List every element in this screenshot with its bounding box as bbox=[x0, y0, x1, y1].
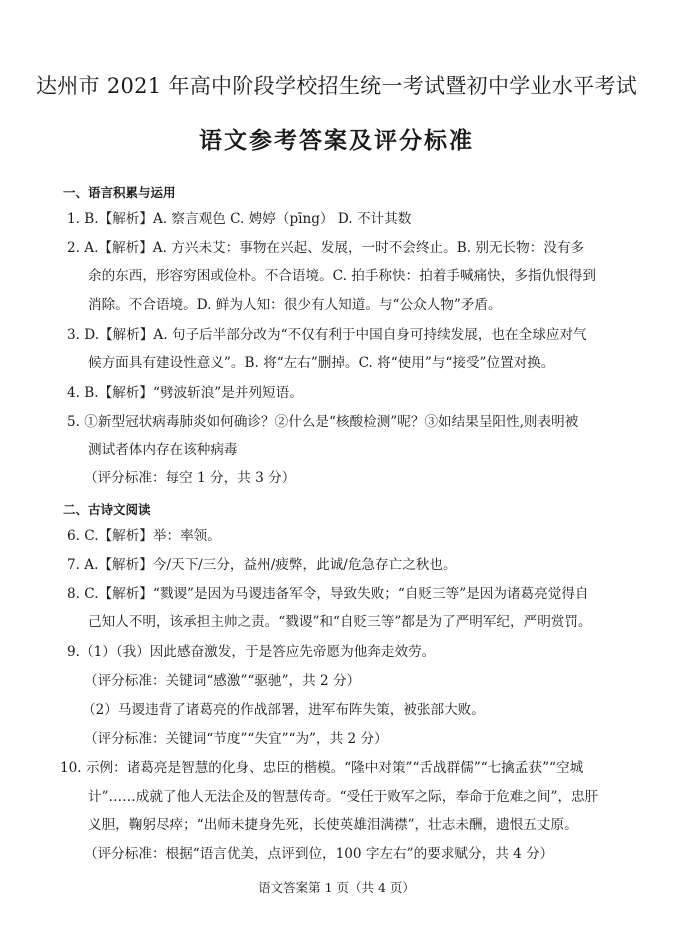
answer-q2-line3: 消除。不合语境。D. 鲜为人知：很少有人知道。与“公众人物”矛盾。 bbox=[88, 297, 502, 313]
answer-q5-scoring: （评分标准：每空 1 分，共 3 分） bbox=[84, 470, 296, 486]
answer-q8-line2: 己知人不明，该承担主帅之责。“戮谡”和“自贬三等”都是为了严明军纪，严明赏罚。 bbox=[88, 614, 592, 630]
page-footer: 语文答案第 1 页（共 4 页） bbox=[258, 880, 415, 895]
section-heading-language: 一、语言积累与运用 bbox=[63, 185, 176, 200]
document-title: 达州市 2021 年高中阶段学校招生统一考试暨初中学业水平考试 bbox=[35, 74, 638, 98]
answer-q9-part1: 9.（1）（我）因此感奋激发，于是答应先帝愿为他奔走效劳。 bbox=[67, 644, 436, 660]
answer-q9-part2: （2）马谡违背了诸葛亮的作战部署，进军布阵失策，被张部大败。 bbox=[82, 702, 485, 718]
answer-q5-line1: 5. ①新型冠状病毒肺炎如何确诊？②什么是“核酸检测”呢？③如结果呈阳性,则表明被 bbox=[67, 414, 579, 430]
section-heading-classical: 二、古诗文阅读 bbox=[63, 502, 151, 517]
answer-q10-scoring: （评分标准：根据“语言优美，点评到位，100 字左右”的要求赋分，共 4 分） bbox=[84, 846, 554, 862]
answer-q3-line2: 候方面具有建设性意义”。B. 将“左右”删掉。C. 将“使用”与“接受”位置对换。 bbox=[88, 355, 555, 371]
answer-q10-line3: 义胆，鞠躬尽瘁；“出师未捷身先死，长使英雄泪满襟”，壮志未酬，遗恨五丈原。 bbox=[88, 817, 578, 833]
answer-q4: 4. B.【解析】“劈波斩浪”是并列短语。 bbox=[67, 385, 303, 401]
answer-q9-scoring1: （评分标准：关键词“感激”“驱驰”，共 2 分） bbox=[84, 673, 361, 689]
answer-q2-line1: 2. A.【解析】A. 方兴未艾：事物在兴起、发展，一时不会终止。B. 别无长物：没有多 bbox=[67, 240, 585, 256]
answer-q3-line1: 3. D.【解析】A. 句子后半部分改为“不仅有利于中国自身可持续发展，也在全球应对气 bbox=[67, 327, 587, 343]
answer-q10-line2: 计”……成就了他人无法企及的智慧传奇。“受任于败军之际，奉命于危难之间”，忠肝 bbox=[88, 789, 599, 805]
answer-q8-line1: 8. C.【解析】“戮谡”是因为马谡违备军令，导致失败；“自贬三等”是因为诸葛亮觉得自 bbox=[67, 586, 589, 602]
answer-q6: 6. C.【解析】举：率领。 bbox=[67, 528, 221, 544]
answer-q7: 7. A.【解析】今/天下/三分，益州/疲弊，此诚/危急存亡之秋也。 bbox=[67, 557, 457, 573]
document-subtitle: 语文参考答案及评分标准 bbox=[199, 127, 474, 154]
answer-q1: 1. B.【解析】A. 察言观色 C. 娉婷（pīng） D. 不计其数 bbox=[67, 211, 412, 227]
answer-q9-scoring2: （评分标准：关键词“节度”“失宜”“为”，共 2 分） bbox=[84, 731, 388, 747]
answer-q2-line2: 余的东西，形容穷困或俭朴。不合语境。C. 拍手称快：拍着手喊痛快，多指仇恨得到 bbox=[88, 268, 596, 284]
answer-q5-line2: 测试者体内存在该种病毒 bbox=[88, 442, 238, 458]
answer-q10-line1: 10. 示例：诸葛亮是智慧的化身、忠臣的楷模。“隆中对策”“舌战群儒”“七擒孟获”“空城 bbox=[60, 760, 584, 776]
